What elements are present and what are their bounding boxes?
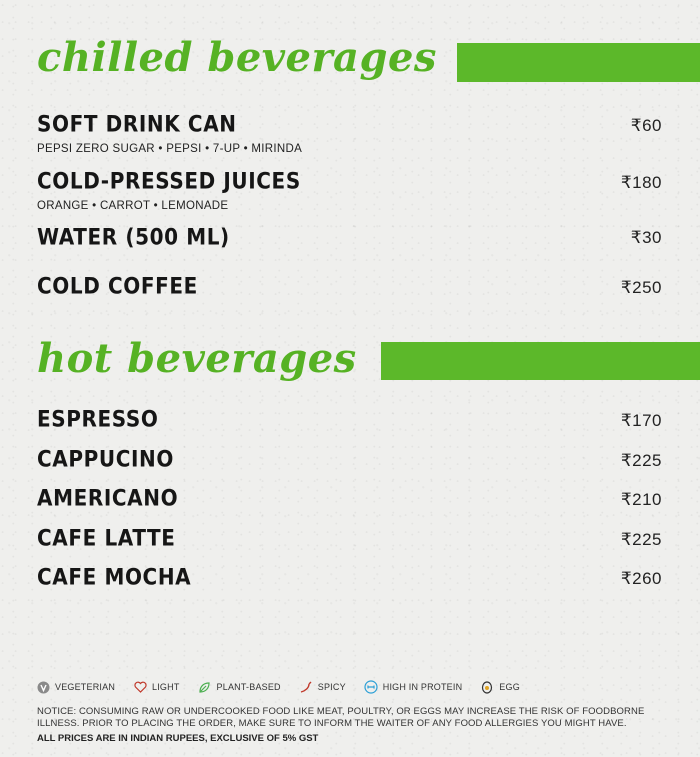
item-price-cappucino: ₹225 (620, 451, 662, 470)
item-name-cold-coffee: COLD COFFEE (37, 272, 198, 299)
item-name-americano: AMERICANO (37, 484, 179, 511)
hot-heading-bar (381, 342, 700, 380)
item-desc-cold-pressed-juices: ORANGE • CARROT • LEMONADE (37, 200, 229, 212)
item-name-cafe-mocha: CAFE MOCHA (37, 563, 192, 590)
food-safety-notice: NOTICE: CONSUMING RAW OR UNDERCOOKED FOOD LIKE MEAT, POULTRY, OR EGGS MAY INCREASE THE RISK OF FOODBORNE ILLNESS. PRIOR TO PLACING THE ORDER, MAKE SURE TO INFORM THE WAITER OF ANY FOOD ALLERGIES YOU MIGHT HAVE. (37, 706, 645, 729)
heart-icon (133, 680, 147, 694)
item-name-cappucino: CAPPUCINO (37, 445, 174, 472)
protein-icon (364, 680, 378, 694)
egg-icon (480, 680, 494, 694)
item-price-cold-pressed-juices: ₹180 (620, 173, 662, 192)
item-price-espresso: ₹170 (620, 411, 662, 430)
legend-item-high-protein (364, 680, 463, 694)
legend-item-plant-based (198, 680, 281, 694)
dietary-legend (36, 680, 538, 694)
item-price-soft-drink-can: ₹60 (630, 116, 662, 135)
chilled-beverages-heading: chilled beverages (37, 34, 437, 81)
prices-note: ALL PRICES ARE IN INDIAN RUPEES, EXCLUSIVE OF 5% GST (37, 733, 319, 744)
item-name-cafe-latte: CAFE LATTE (37, 524, 176, 551)
item-price-cold-coffee: ₹250 (620, 278, 662, 297)
item-price-americano: ₹210 (620, 490, 662, 509)
item-desc-soft-drink-can: PEPSI ZERO SUGAR • PEPSI • 7-UP • MIRINDA (37, 143, 303, 155)
hot-beverages-heading: hot beverages (37, 335, 357, 382)
legend-item-egg (480, 680, 520, 694)
legend-label-light: LIGHT (152, 682, 180, 692)
item-name-water: WATER (500 ML) (37, 223, 230, 250)
legend-label-high-protein: HIGH IN PROTEIN (382, 682, 463, 692)
item-price-water: ₹30 (630, 228, 662, 247)
legend-label-plant-based: PLANT-BASED (216, 682, 281, 692)
legend-label-egg: EGG (499, 682, 520, 692)
legend-item-light (133, 680, 180, 694)
item-name-soft-drink-can: SOFT DRINK CAN (37, 110, 237, 137)
legend-item-spicy (299, 680, 346, 694)
chili-icon (299, 680, 313, 694)
item-price-cafe-latte: ₹225 (620, 530, 662, 549)
item-name-cold-pressed-juices: COLD-PRESSED JUICES (37, 167, 301, 194)
leaf-icon (198, 680, 212, 694)
chilled-heading-bar (457, 43, 700, 82)
vegetarian-icon (36, 680, 50, 694)
legend-label-spicy: SPICY (317, 682, 346, 692)
item-name-espresso: ESPRESSO (37, 405, 159, 432)
legend-label-vegetarian: VEGETERIAN (55, 682, 116, 692)
legend-item-vegetarian (36, 680, 115, 694)
item-price-cafe-mocha: ₹260 (620, 569, 662, 588)
